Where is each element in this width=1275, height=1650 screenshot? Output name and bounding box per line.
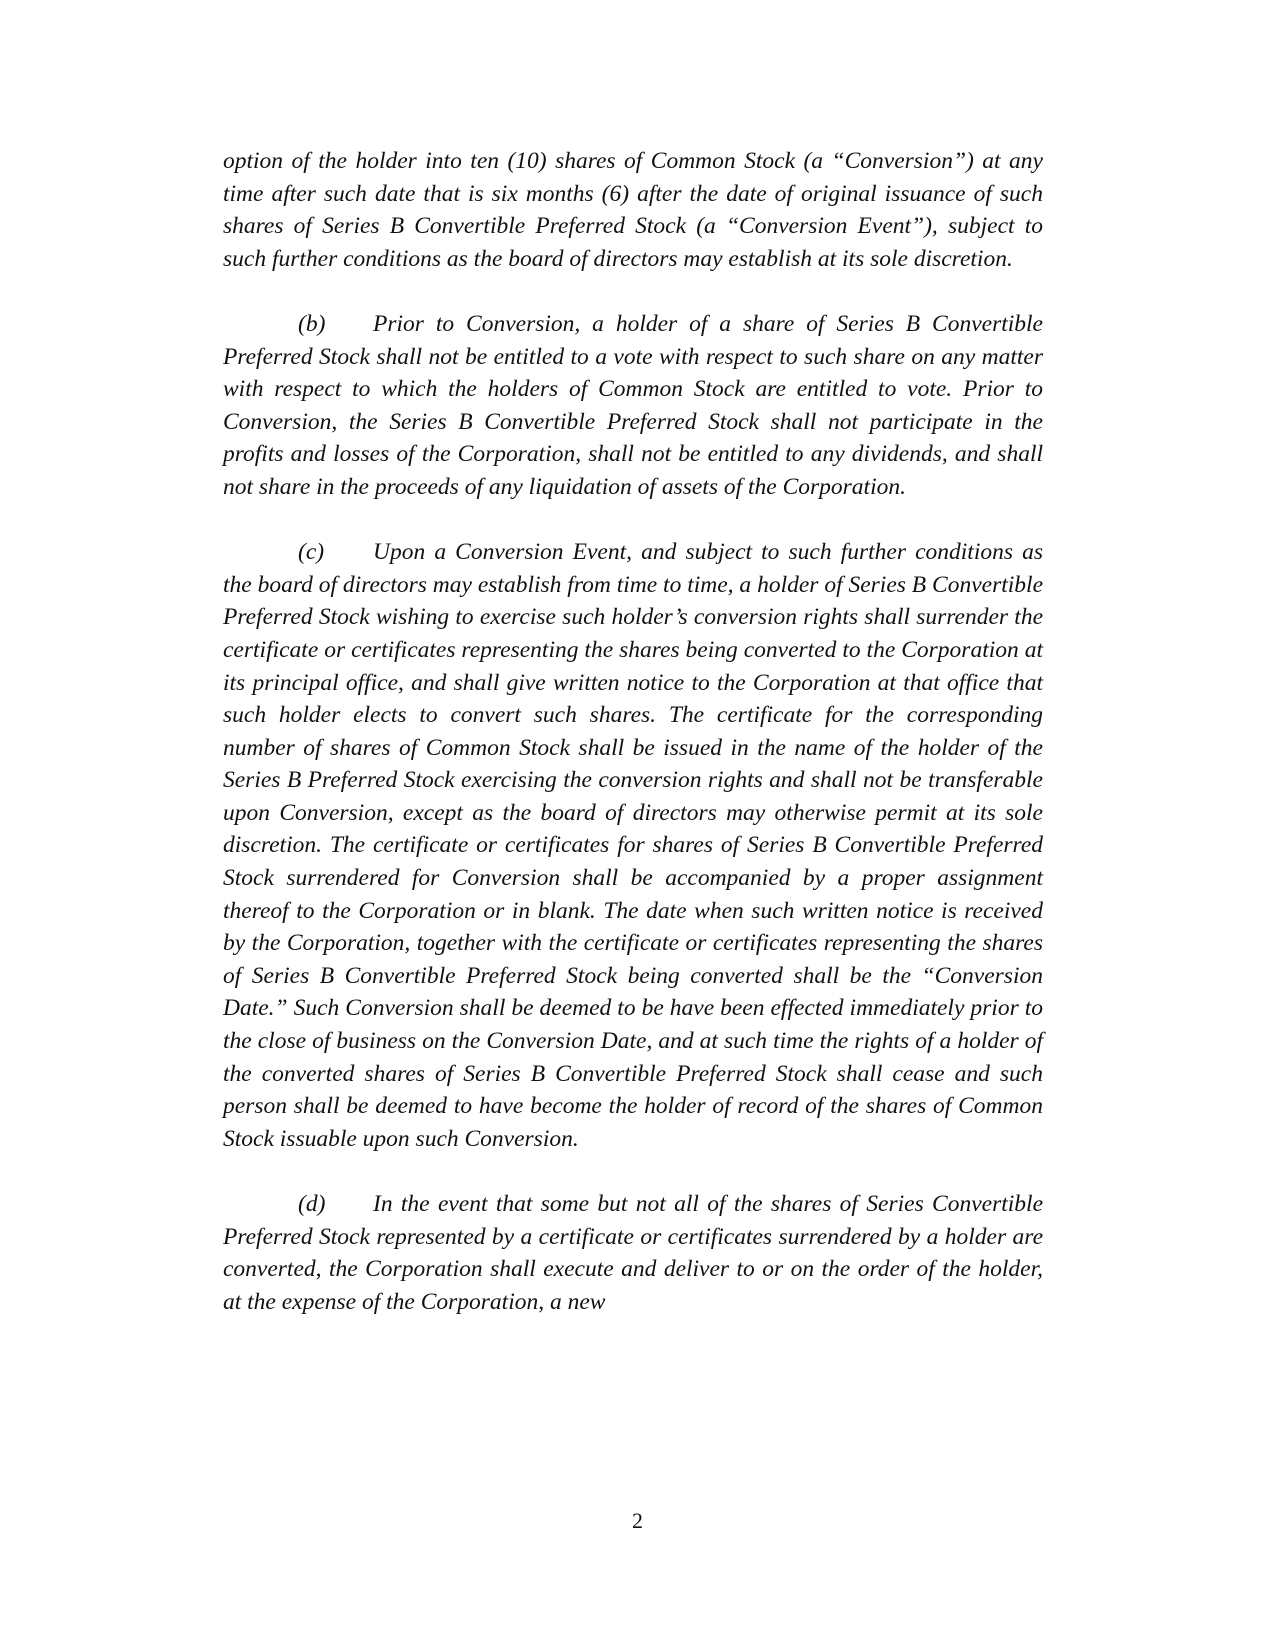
paragraph-label: (b) bbox=[298, 310, 326, 337]
paragraph-c bbox=[223, 536, 1043, 1155]
paragraph-text: Upon a Conversion Event, and subject to such further conditions as the board of directors may establish from time to time, a holder of Series B Convertible Preferred Stock wishing to exercise such holder’s conversion rights shall surrender the certificate or certificates representing the shares being converted to the Corporation at its principal office, and shall give written notice to the Corporation at that office that such holder elects to convert such shares. The certificate for the corresponding number of shares of Common Stock shall be issued in the name of the holder of the Series B Preferred Stock exercising the conversion rights and shall not be transferable upon Conversion, except as the board of directors may otherwise permit at its sole discretion. The certificate or certificates for shares of Series B Convertible Preferred Stock surrendered for Conversion shall be accompanied by a proper assignment thereof to the Corporation or in blank. The date when such written notice is received by the Corporation, together with the certificate or certificates representing the shares of Series B Convertible Preferred Stock being converted shall be the “Conversion Date.” Such Conversion shall be deemed to be have been effected immediately prior to the close of business on the Conversion Date, and at such time the rights of a holder of the converted shares of Series B Convertible Preferred Stock shall cease and such person shall be deemed to have become the holder of record of the shares of Common Stock issuable upon such Conversion. bbox=[223, 539, 1043, 1152]
paragraph-b bbox=[223, 308, 1043, 504]
paragraph-d bbox=[223, 1188, 1043, 1318]
paragraph-label: (d) bbox=[298, 1191, 326, 1217]
paragraph-text: option of the holder into ten (10) shares of Common Stock (a “Conversion”) at any time after such date that is six months (6) after the date of original issuance of such shares of Series B Convertible Preferred Stock (a “Conversion Event”), subject to such further conditions as the board of directors may establish at its sole discretion. bbox=[223, 148, 1043, 272]
paragraph-a-continuation bbox=[223, 145, 1043, 275]
paragraph-label: (c) bbox=[298, 539, 325, 566]
paragraph-text: In the event that some but not all of the shares of Series Convertible Preferred Stock represented by a certificate or certificates surrendered by a holder are converted, the Corporation shall execute and deliver to or on the order of the holder, at the expense of the Corporation, a new bbox=[223, 1191, 1043, 1315]
document-body bbox=[223, 145, 1043, 1351]
paragraph-text: Prior to Conversion, a holder of a share of Series B Convertible Preferred Stock shall not be entitled to a vote with respect to such share on any matter with respect to which the holders of Common Stock are entitled to vote. Prior to Conversion, the Series B Convertible Preferred Stock shall not participate in the profits and losses of the Corporation, shall not be entitled to any dividends, and shall not share in the proceeds of any liquidation of assets of the Corporation. bbox=[223, 310, 1043, 500]
page-number: 2 bbox=[632, 1508, 643, 1533]
